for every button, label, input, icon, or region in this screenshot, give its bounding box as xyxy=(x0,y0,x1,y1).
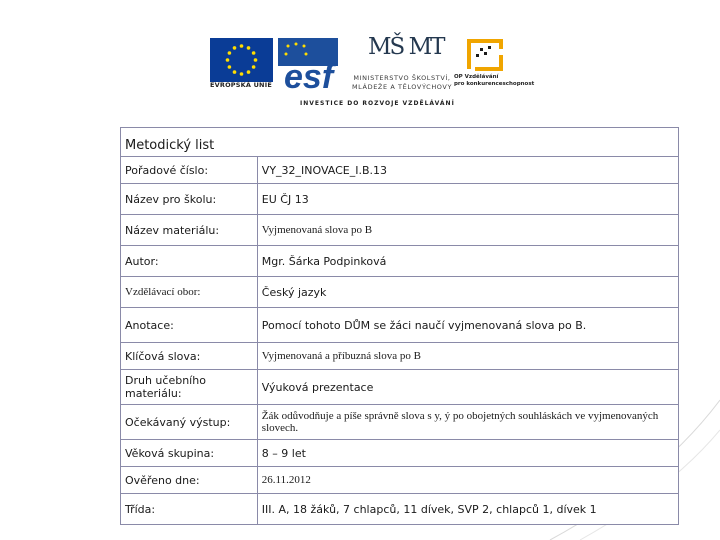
row-value: Český jazyk xyxy=(257,277,678,308)
op-line1: OP Vzdělávání xyxy=(454,74,499,80)
msmt-line1: MINISTERSTVO ŠKOLSTVÍ, xyxy=(353,74,451,82)
table-row xyxy=(121,467,679,494)
table-row xyxy=(121,277,679,308)
table-row xyxy=(121,494,679,525)
row-label: Klíčová slova: xyxy=(121,343,258,370)
row-label: Třída: xyxy=(121,494,258,525)
row-value: III. A, 18 žáků, 7 chlapců, 11 dívek, SVP 2, chlapců 1, dívek 1 xyxy=(257,494,678,525)
table-row xyxy=(121,215,679,246)
row-value: Výuková prezentace xyxy=(257,370,678,405)
eu-stars-icon xyxy=(210,38,273,82)
table-row xyxy=(121,246,679,277)
row-label: Věková skupina: xyxy=(121,440,258,467)
table-row xyxy=(121,343,679,370)
esf-logo-icon xyxy=(278,38,338,92)
row-label: Název materiálu: xyxy=(121,215,258,246)
investice-label: INVESTICE DO ROZVOJE VZDĚLÁVÁNÍ xyxy=(300,100,455,107)
row-label: Očekávaný výstup: xyxy=(121,405,258,440)
table-title-row xyxy=(121,128,679,157)
table-row xyxy=(121,405,679,440)
eu-flag-icon xyxy=(210,38,273,82)
row-label: Název pro školu: xyxy=(121,184,258,215)
op-frame-icon xyxy=(466,38,506,74)
op-line2: pro konkurenceschopnost xyxy=(454,81,535,87)
row-value: Mgr. Šárka Podpinková xyxy=(257,246,678,277)
msmt-text xyxy=(342,74,462,92)
row-label: Ověřeno dne: xyxy=(121,467,258,494)
metodicky-list-table xyxy=(120,127,679,525)
table-row xyxy=(121,184,679,215)
op-logo xyxy=(452,38,535,96)
row-value: VY_32_INOVACE_I.B.13 xyxy=(257,157,678,184)
msmt-line2: MLÁDEŽE A TĚLOVÝCHOVY xyxy=(351,83,453,91)
row-value: Pomocí tohoto DŮM se žáci naučí vyjmenovaná slova po B. xyxy=(257,308,678,343)
row-value: 8 – 9 let xyxy=(257,440,678,467)
table-title: Metodický list xyxy=(121,128,679,157)
row-value: Vyjmenovaná a příbuzná slova po B xyxy=(257,343,678,370)
esf-label: esf xyxy=(284,58,334,92)
row-value: Vyjmenovaná slova po B xyxy=(257,215,678,246)
row-label: Anotace: xyxy=(121,308,258,343)
table-row xyxy=(121,440,679,467)
logo-strip xyxy=(206,34,536,102)
row-label: Pořadové číslo: xyxy=(121,157,258,184)
row-value: Žák odůvodňuje a píše správně slova s y, ý po obojetných souhláskách ve vyjmenovaných slovech. xyxy=(257,405,678,440)
msmt-mark: MŠ MT xyxy=(368,34,444,60)
row-value: EU ČJ 13 xyxy=(257,184,678,215)
row-label: Vzdělávací obor: xyxy=(121,277,258,308)
table-row xyxy=(121,370,679,405)
table-row xyxy=(121,157,679,184)
row-label: Autor: xyxy=(121,246,258,277)
table-row xyxy=(121,308,679,343)
row-value: 26.11.2012 xyxy=(257,467,678,494)
msmt-logo xyxy=(342,36,452,96)
eu-label: EVROPSKÁ UNIE xyxy=(210,81,272,89)
row-label: Druh učebního materiálu: xyxy=(121,370,258,405)
op-text xyxy=(454,74,544,88)
